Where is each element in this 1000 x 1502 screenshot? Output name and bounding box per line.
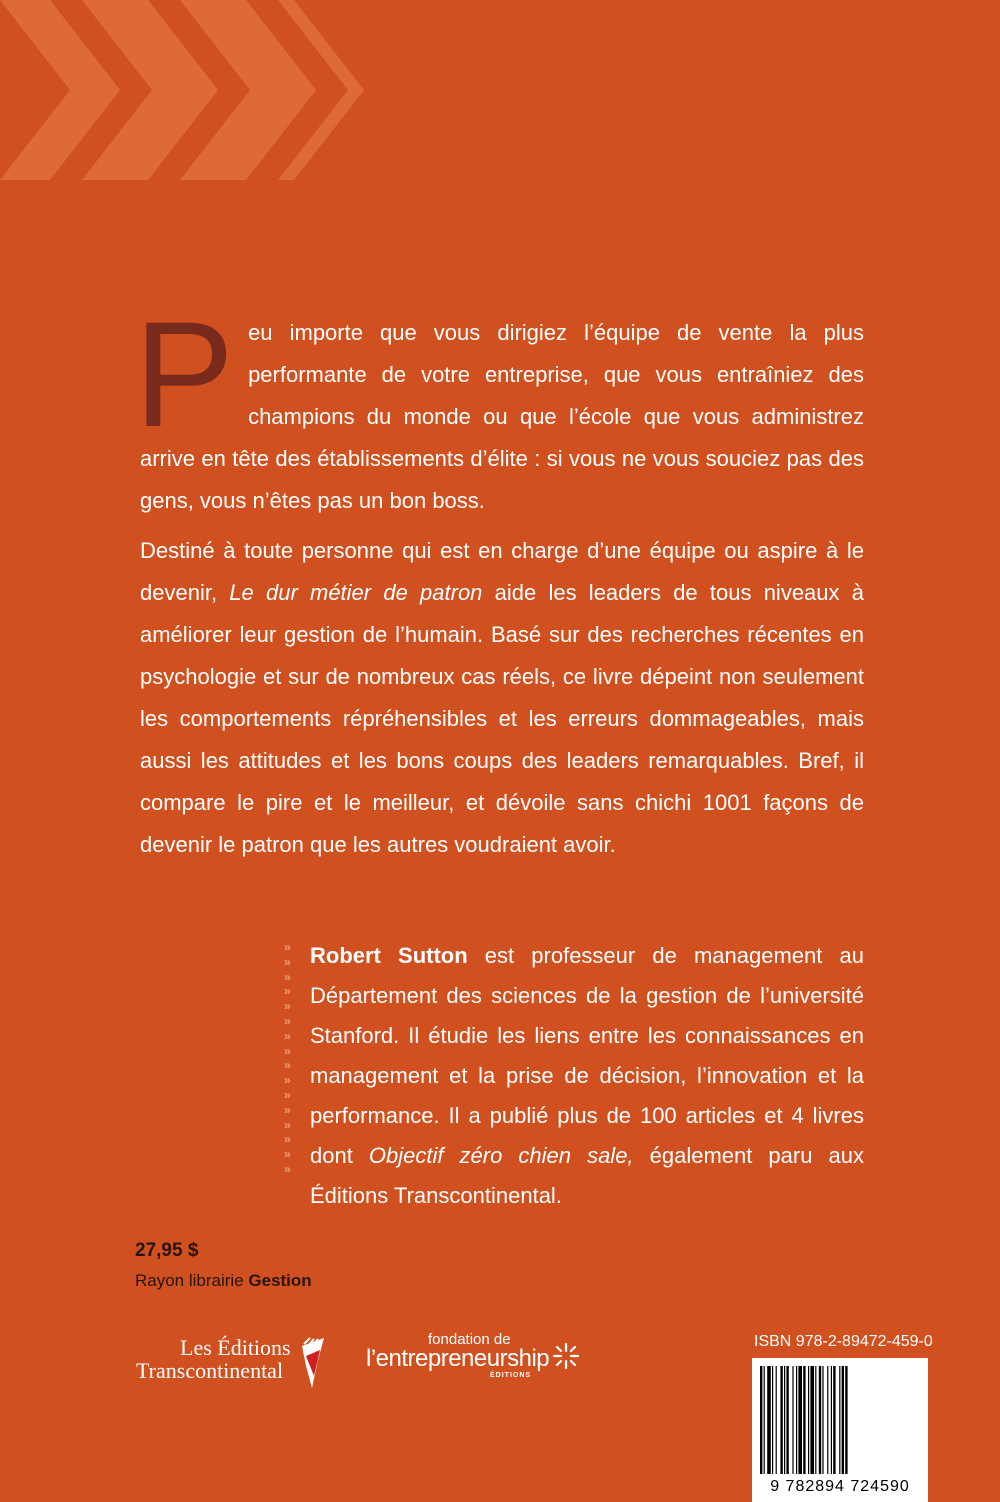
barcode-bar	[803, 1366, 805, 1474]
drop-cap: P	[134, 290, 235, 458]
barcode-bar	[831, 1366, 832, 1474]
partner-logo-line2: l’entrepreneurship	[366, 1345, 550, 1372]
barcode-bar	[772, 1366, 773, 1474]
quote-mark-icon: »	[284, 1013, 291, 1028]
intro-paragraph	[134, 290, 864, 522]
barcode-bar	[796, 1366, 797, 1474]
barcode-digits: 9 782894 724590	[770, 1478, 910, 1495]
barcode-bar	[827, 1366, 828, 1474]
intro-text: eu importe que vous dirigiez l’équipe de vente la plus performante de votre entreprise, que vous entraîniez des champions du monde ou que l’école que vous administrez arrive en tête des établissements d’élite : si vous ne vous souciez pas des gens, vous n’êtes pas un bon boss.	[140, 320, 864, 513]
publisher-logo-line2: Transcontinental	[136, 1358, 284, 1383]
description-text-start: Destiné à toute personne qui est en charge d’une équipe ou aspire à le devenir,	[140, 538, 864, 605]
barcode-bars	[760, 1366, 920, 1474]
barcode-bar	[815, 1366, 816, 1474]
barcode-bar	[833, 1366, 835, 1474]
quote-marks-column	[284, 940, 304, 1177]
barcode-bar	[776, 1366, 777, 1474]
shelf-category	[135, 1271, 312, 1291]
barcode-bar	[792, 1366, 793, 1474]
barcode-bar	[767, 1366, 771, 1474]
partner-logo	[366, 1332, 586, 1392]
other-book-title: Objectif zéro chien sale,	[368, 1143, 634, 1168]
shelf-category-name: Gestion	[248, 1271, 312, 1290]
author-bio-text: est professeur de management au Département des sciences de la gestion de l’université Stanford. Il étudie les liens entre les connaissances en management et la prise de décision, l’innovation et la performance. Il a publié plus de 100 articles et 4 livres dont	[310, 943, 864, 1168]
barcode-bar	[842, 1366, 844, 1474]
price: 27,95 $	[135, 1240, 199, 1261]
quote-mark-icon: »	[284, 1102, 291, 1117]
author-bio-text-end: également paru aux Éditions Transcontinental.	[310, 1143, 864, 1208]
barcode-bar	[784, 1366, 785, 1474]
partner-logo-line3: ÉDITIONS	[490, 1372, 532, 1379]
partner-logo-line1: fondation de	[428, 1331, 511, 1348]
quote-mark-icon: »	[284, 1117, 291, 1132]
quote-mark-icon: »	[284, 999, 291, 1014]
barcode-bar	[822, 1366, 823, 1474]
description-paragraph	[140, 530, 864, 866]
publisher-logo-line1: Les Éditions	[180, 1335, 291, 1360]
quill-icon	[298, 1336, 328, 1392]
quote-mark-icon: »	[284, 1073, 291, 1088]
barcode-bar	[760, 1366, 762, 1474]
quote-mark-icon: »	[284, 969, 291, 984]
barcode-bar	[808, 1366, 809, 1474]
quote-mark-icon: »	[284, 940, 291, 954]
barcode	[752, 1358, 928, 1502]
quote-mark-icon: »	[284, 954, 291, 969]
quote-mark-icon: »	[284, 1132, 291, 1147]
barcode-bar	[780, 1366, 782, 1474]
author-bio	[310, 936, 864, 1216]
barcode-bar	[786, 1366, 788, 1474]
quote-mark-icon: »	[284, 1087, 291, 1102]
quote-mark-icon: »	[284, 1028, 291, 1043]
author-name: Robert Sutton	[310, 943, 468, 968]
barcode-bar	[845, 1366, 847, 1474]
barcode-bar	[764, 1366, 765, 1474]
quote-mark-icon: »	[284, 984, 291, 999]
quote-mark-icon: »	[284, 1058, 291, 1073]
barcode-bar	[798, 1366, 802, 1474]
quote-mark-icon: »	[284, 1043, 291, 1058]
quote-mark-icon: »	[284, 1147, 291, 1162]
sparkle-icon	[552, 1342, 580, 1370]
shelf-label: Rayon librairie	[135, 1271, 249, 1290]
publisher-logo	[136, 1336, 336, 1396]
barcode-bar	[819, 1366, 821, 1474]
barcode-bar	[810, 1366, 814, 1474]
book-title: Le dur métier de patron	[229, 580, 483, 605]
chevron-pattern-icon	[0, 0, 380, 180]
description-text-end: aide les leaders de tous niveaux à améliorer leur gestion de l’humain. Basé sur des recherches récentes en psychologie et sur de nombreux cas réels, ce livre dépeint non seulement les comportements répréhensibles et les erreurs dommageables, mais aussi les attitudes et les bons coups des leaders remarquables. Bref, il compare le pire et le meilleur, et dévoile sans chichi 1001 façons de devenir le patron que les autres voudraient avoir.	[140, 580, 864, 857]
isbn: ISBN 978-2-89472-459-0	[754, 1333, 933, 1350]
quote-mark-icon: »	[284, 1161, 291, 1176]
barcode-bar	[839, 1366, 840, 1474]
